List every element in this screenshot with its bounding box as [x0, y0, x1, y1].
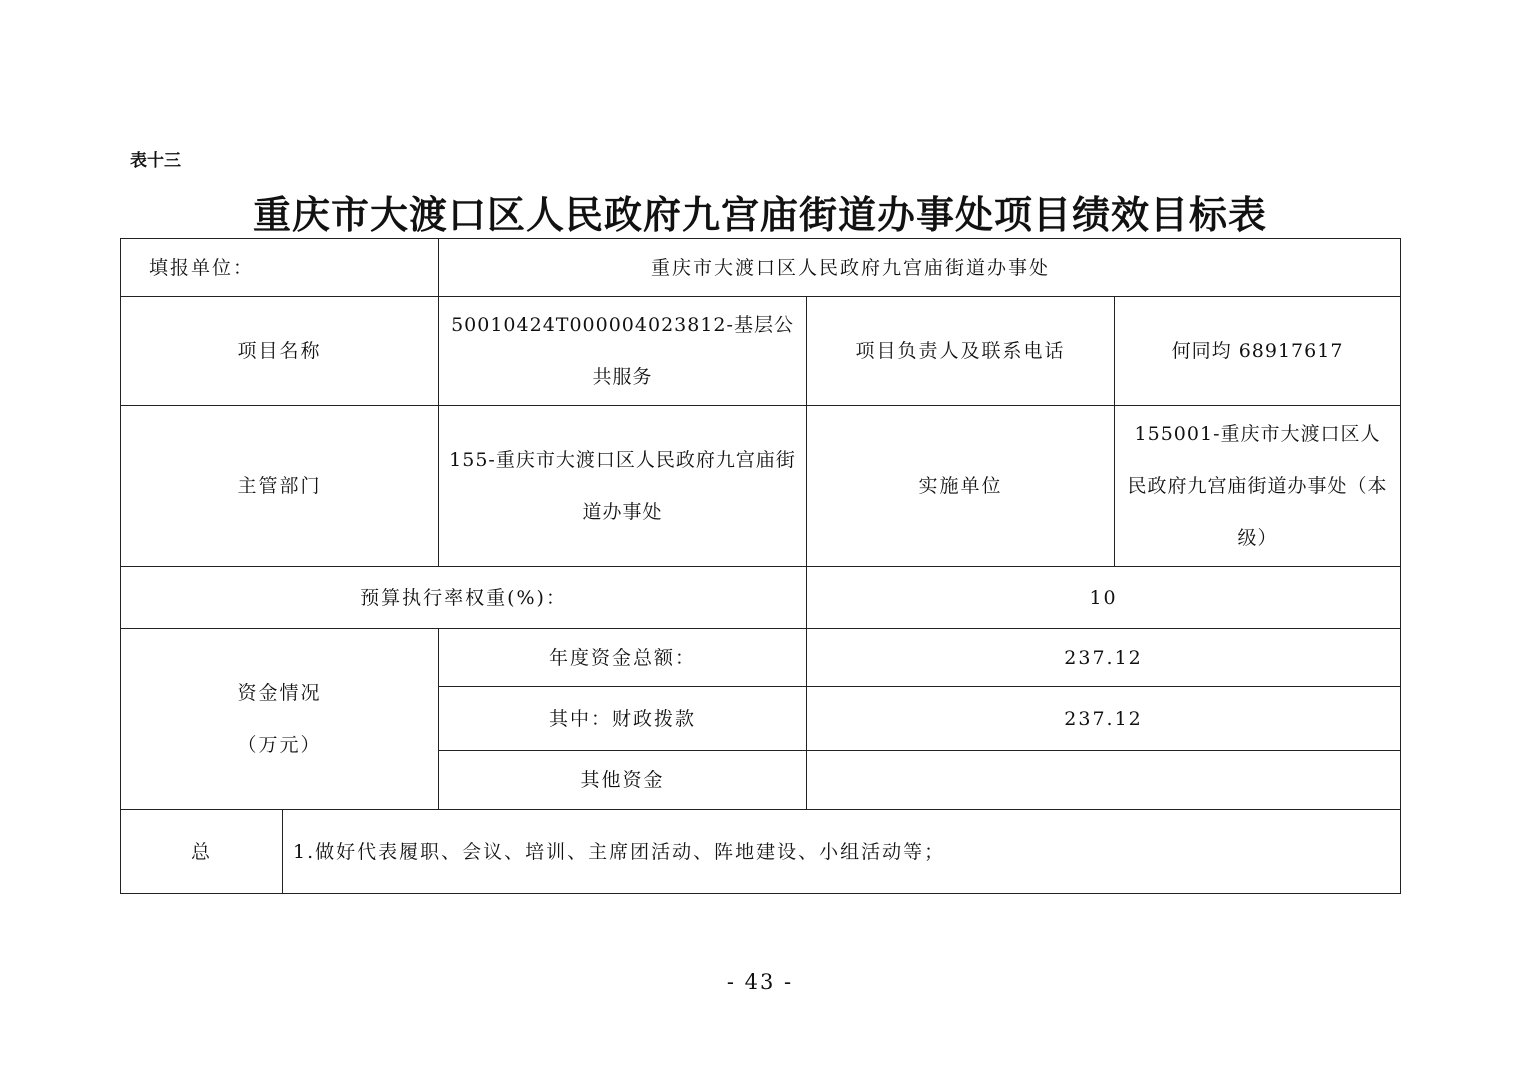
fiscal-value: 237.12 — [807, 687, 1401, 751]
project-lead-label: 项目负责人及联系电话 — [807, 297, 1115, 406]
implementer-label: 实施单位 — [807, 406, 1115, 567]
project-name-row — [121, 297, 1401, 406]
annual-total-row — [121, 629, 1401, 687]
page-number: - 43 - — [726, 970, 794, 994]
budget-weight-value: 10 — [807, 567, 1401, 629]
overall-label: 总 — [121, 810, 283, 894]
budget-weight-label: 预算执行率权重(%)： — [121, 567, 807, 629]
other-funds-value — [807, 751, 1401, 810]
reporting-unit-label: 填报单位： — [121, 239, 439, 297]
fiscal-label: 其中：财政拨款 — [439, 687, 807, 751]
implementer-value: 155001-重庆市大渡口区人民政府九宫庙街道办事处（本级） — [1115, 406, 1401, 567]
other-funds-label: 其他资金 — [439, 751, 807, 810]
department-label: 主管部门 — [121, 406, 439, 567]
overall-item: 1.做好代表履职、会议、培训、主席团活动、阵地建设、小组活动等； — [283, 810, 1401, 894]
overall-target-row — [121, 810, 1401, 894]
budget-weight-row — [121, 567, 1401, 629]
annual-total-value: 237.12 — [807, 629, 1401, 687]
funds-label-cell — [121, 629, 439, 810]
performance-target-table — [120, 238, 1401, 894]
reporting-unit-row — [121, 239, 1401, 297]
project-lead-value: 何同均 68917617 — [1115, 297, 1401, 406]
funds-label: 资金情况 — [237, 682, 322, 704]
table-label: 表十三 — [130, 151, 181, 171]
department-row — [121, 406, 1401, 567]
department-value: 155-重庆市大渡口区人民政府九宫庙街道办事处 — [439, 406, 807, 567]
funds-unit: （万元） — [237, 734, 322, 756]
document-title: 重庆市大渡口区人民政府九宫庙街道办事处项目绩效目标表 — [252, 193, 1267, 237]
reporting-unit-value: 重庆市大渡口区人民政府九宫庙街道办事处 — [439, 239, 1401, 297]
project-name-value: 50010424T000004023812-基层公共服务 — [439, 297, 807, 406]
annual-total-label: 年度资金总额： — [439, 629, 807, 687]
project-name-label: 项目名称 — [121, 297, 439, 406]
